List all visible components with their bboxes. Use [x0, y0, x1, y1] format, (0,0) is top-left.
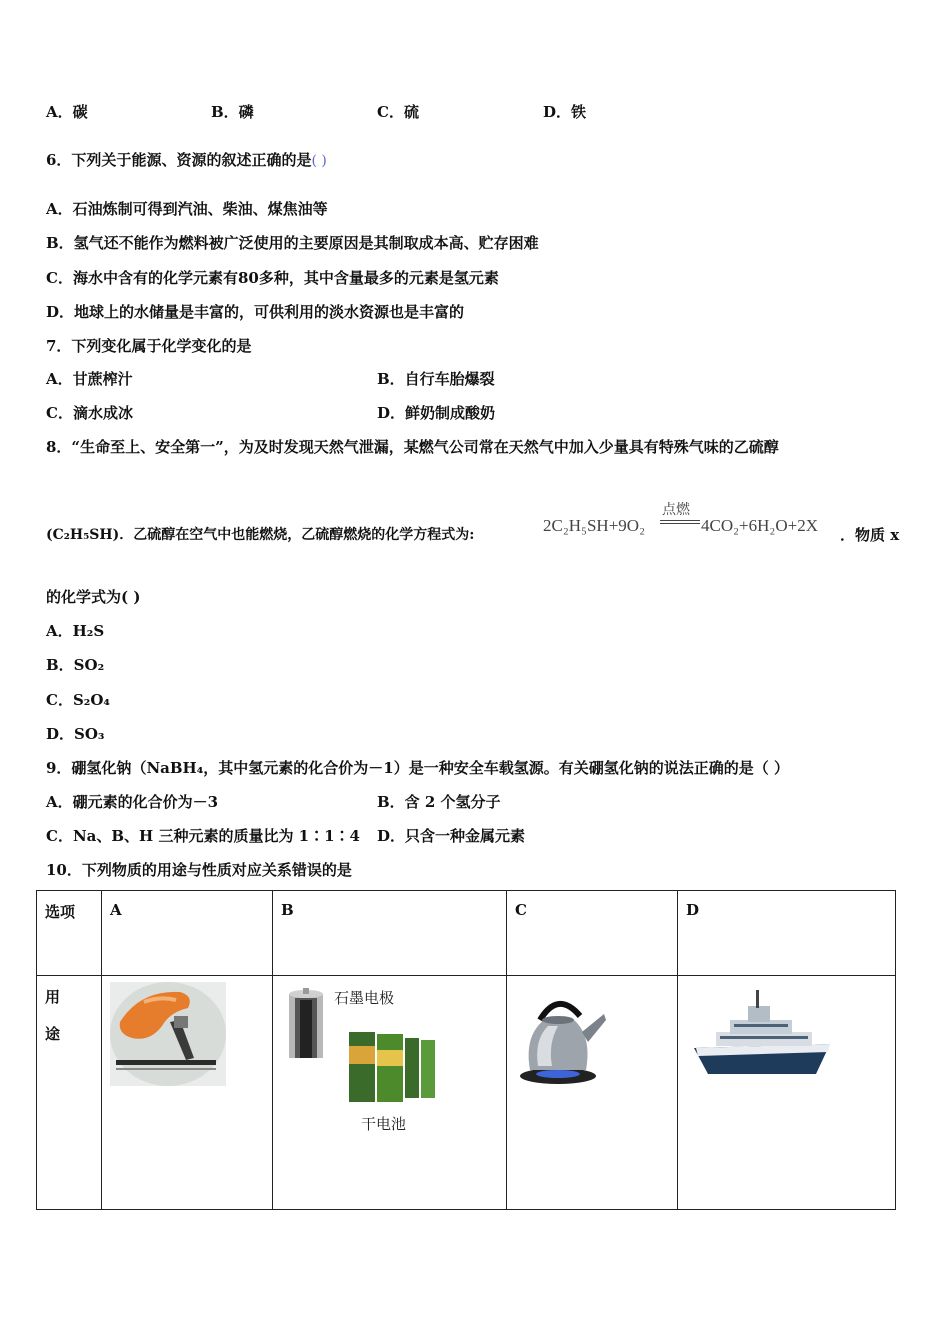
- q5-option-b: B．磷: [211, 103, 254, 121]
- header-cell-a: A: [102, 891, 273, 976]
- header-cell-b: B: [273, 891, 507, 976]
- q6-stem: [46, 150, 327, 171]
- q10-stem: 10．下列物质的用途与性质对应关系错误的是: [46, 861, 352, 879]
- q5-option-a: A．碳: [46, 103, 88, 121]
- q9-stem: 9．硼氢化钠（NaBH₄，其中氢元素的化合价为－1）是一种安全车载氢源。有关硼氢化钠的说法正确的是（ ）: [46, 759, 789, 777]
- header-cell-c: C: [507, 891, 678, 976]
- q8-stem-line3: 的化学式为( ): [46, 588, 141, 606]
- q9-option-b: B．含 2 个氢分子: [377, 793, 501, 811]
- q6-option-a: A．石油炼制可得到汽油、柴油、煤焦油等: [46, 200, 328, 218]
- q6-option-b: B．氢气还不能作为燃料被广泛使用的主要原因是其制取成本高、贮存困难: [46, 234, 539, 252]
- q8-stem-line1: 8．“生命至上、安全第一”，为及时发现天然气泄漏，某燃气公司常在天然气中加入少量具有特殊气味的乙硫醇: [46, 438, 779, 456]
- q8-equation-condition: 点燃: [662, 502, 690, 518]
- q8-equation-left: 2C₂H₅SH+9O₂: [543, 516, 645, 535]
- q9-option-d: D．只含一种金属元素: [377, 827, 526, 845]
- q6-bracket: ( ): [311, 153, 327, 169]
- q5-option-c: C．硫: [377, 103, 419, 121]
- q6-option-c: C．海水中含有的化学元素有80多种，其中含量最多的元素是氢元素: [46, 269, 499, 287]
- header-cell-d: D: [678, 891, 896, 976]
- q7-option-b: B．自行车胎爆裂: [377, 370, 495, 388]
- table-header-row: [37, 891, 896, 976]
- q6-stem-text: 6．下列关于能源、资源的叙述正确的是: [46, 151, 312, 169]
- graphite-label: 石墨电极: [334, 989, 395, 1007]
- q7-option-a: A．甘蔗榨汁: [46, 370, 133, 388]
- q8-option-b: B．SO₂: [46, 656, 105, 674]
- q8-stem-line2-suffix: ．物质 x: [840, 526, 900, 544]
- q9-option-c: C．Na、B、H 三种元素的质量比为 1∶1∶4: [46, 827, 360, 845]
- q9-option-a: A．硼元素的化合价为－3: [46, 793, 219, 811]
- kettle-image: [518, 986, 610, 1086]
- ship-image: [690, 986, 836, 1084]
- q7-option-d: D．鲜奶制成酸奶: [377, 404, 496, 422]
- q8-equation-arrow: [660, 520, 700, 524]
- q7-option-c: C．滴水成冰: [46, 404, 133, 422]
- row-label-usage: [37, 976, 102, 1210]
- q8-option-a: A．H₂S: [46, 622, 105, 640]
- q8-equation-right: 4CO₂+6H₂O+2X: [701, 516, 818, 535]
- q5-option-d: D．铁: [543, 103, 587, 121]
- glass-cutter-image: [110, 982, 226, 1086]
- q6-option-d: D．地球上的水储量是丰富的，可供利用的淡水资源也是丰富的: [46, 303, 465, 321]
- q8-option-d: D．SO₃: [46, 725, 105, 743]
- q7-stem: 7．下列变化属于化学变化的是: [46, 337, 252, 355]
- row-label-char-2: 途: [45, 1025, 61, 1043]
- row-label-char-1: 用: [45, 988, 61, 1006]
- battery-label: 干电池: [361, 1115, 407, 1133]
- q8-stem-line2-prefix: (C₂H₅SH)．乙硫醇在空气中也能燃烧，乙硫醇燃烧的化学方程式为:: [46, 527, 475, 543]
- q8-option-c: C．S₂O₄: [46, 691, 110, 709]
- header-cell-option: 选项: [37, 891, 102, 976]
